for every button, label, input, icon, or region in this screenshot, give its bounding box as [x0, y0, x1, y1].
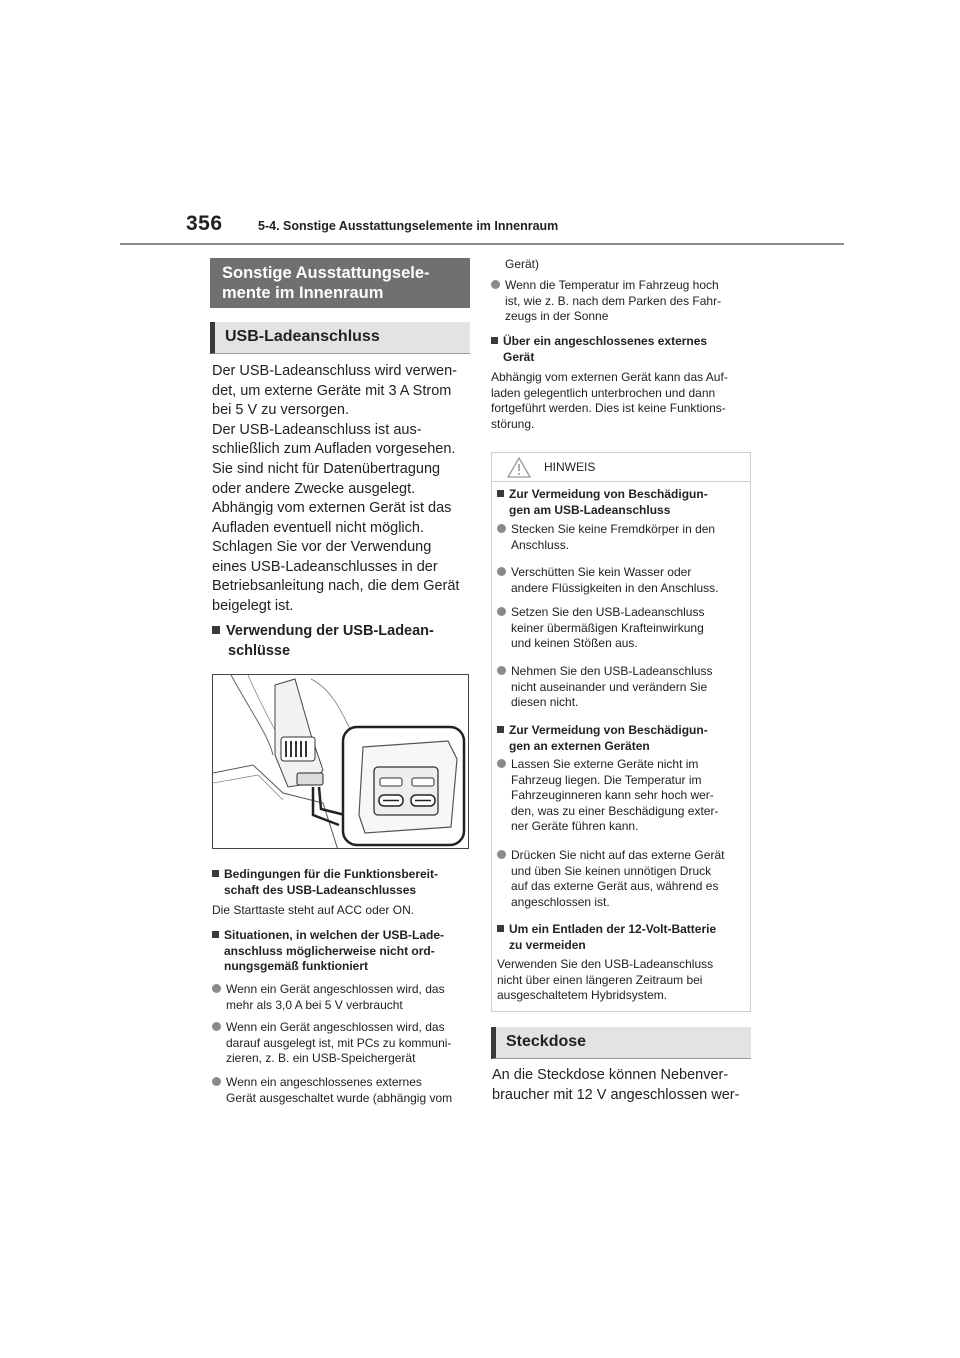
square-bullet-icon	[212, 931, 219, 938]
round-bullet-icon	[497, 850, 506, 859]
round-bullet-icon	[212, 1022, 221, 1031]
round-bullet-icon	[497, 524, 506, 533]
notice-text: Verwenden Sie den USB-Ladeanschluss nicht über einen längeren Zeitraum bei ausgeschaltetem Hybridsystem.	[497, 957, 714, 1002]
square-bullet-icon	[497, 490, 504, 497]
notice-heading: Um ein Entladen der 12-Volt-Batterie zu vermeiden	[497, 922, 747, 953]
list-item: Stecken Sie keine Fremdkörper in den Anschluss.	[497, 522, 747, 553]
page-number: 356	[186, 212, 223, 235]
square-bullet-icon	[212, 626, 220, 634]
list-item: Wenn ein angeschlossenes externes Gerät ausgeschaltet wurde (abhängig vom	[212, 1075, 468, 1106]
usb-port-illustration	[212, 674, 469, 849]
usb-intro: Der USB-Ladeanschluss wird verwen- det, um externe Geräte mit 3 A Strom bei 5 V zu versorgen. Der USB-Ladeanschluss ist aus- schließlich zum Aufladen vorgesehen. Sie sind nicht für Datenübertragung oder andere Zwecke ausgelegt.	[212, 363, 457, 497]
list-item: Wenn ein Gerät angeschlossen wird, das mehr als 3,0 A bei 5 V verbraucht	[212, 982, 468, 1013]
square-bullet-icon	[497, 925, 504, 932]
notice-label: HINWEIS	[544, 460, 596, 474]
round-bullet-icon	[497, 666, 506, 675]
external-device-text: Abhängig vom externen Gerät kann das Auf- laden gelegentlich unterbrochen und dann fortgeführt werden. Dies ist keine Funktions- störung.	[491, 370, 728, 431]
notice-title-bar	[492, 453, 750, 482]
conditions-text: Die Starttaste steht auf ACC oder ON.	[212, 903, 415, 917]
bullet-continuation: Gerät)	[505, 257, 540, 271]
usb-port-drawing	[213, 675, 469, 849]
round-bullet-icon	[497, 759, 506, 768]
square-bullet-icon	[497, 726, 504, 733]
round-bullet-icon	[497, 567, 506, 576]
list-item: Setzen Sie den USB-Ladeanschluss keiner übermäßigen Krafteinwirkung und keinen Stößen aus.	[497, 605, 747, 652]
round-bullet-icon	[491, 280, 500, 289]
round-bullet-icon	[212, 1077, 221, 1086]
notice-box	[491, 452, 751, 1012]
header-rule	[120, 243, 844, 245]
square-bullet-icon	[212, 870, 219, 877]
situations-heading: Situationen, in welchen der USB-Lade- anschluss möglicherweise nicht ord- nungsgemäß funktioniert	[212, 928, 468, 975]
list-item: Drücken Sie nicht auf das externe Gerät und üben Sie keinen unnötigen Druck auf das externe Gerät aus, während es angeschlossen ist.	[497, 848, 747, 910]
list-item: Verschütten Sie kein Wasser oder andere Flüssigkeiten in den Anschluss.	[497, 565, 747, 596]
list-item: Wenn ein Gerät angeschlossen wird, das darauf ausgelegt ist, mit PCs zu kommuni- zieren, z. B. ein USB-Speichergerät	[212, 1020, 468, 1067]
usb-device-note: Abhängig vom externen Gerät ist das Aufladen eventuell nicht möglich. Schlagen Sie vor der Verwendung eines USB-Ladeanschlusses in der Betriebsanleitung nach, die dem Gerät beigelegt ist.	[212, 500, 460, 614]
list-item: Lassen Sie externe Geräte nicht im Fahrzeug liegen. Die Temperatur im Fahrzeuginneren kann sehr hoch wer- den, was zu einer Beschädigung exter- ner Geräte führen kann.	[497, 757, 747, 835]
square-bullet-icon	[491, 337, 498, 344]
section-title: Sonstige Ausstattungsele- mente im Innenraum	[210, 258, 470, 308]
list-item: Nehmen Sie den USB-Ladeanschluss nicht auseinander und verändern Sie diesen nicht.	[497, 664, 747, 711]
conditions-heading: Bedingungen für die Funktionsbereit- schaft des USB-Ladeanschlusses	[212, 867, 468, 898]
usb-heading: USB-Ladeanschluss	[210, 322, 470, 354]
round-bullet-icon	[497, 607, 506, 616]
notice-heading: Zur Vermeidung von Beschädigun- gen an externen Geräten	[497, 723, 747, 754]
list-item: Wenn die Temperatur im Fahrzeug hoch ist, wie z. B. nach dem Parken des Fahr- zeugs in der Sonne	[491, 278, 751, 325]
usage-heading: Verwendung der USB-Ladean- schlüsse	[212, 621, 468, 661]
steckdose-text: An die Steckdose können Nebenver- braucher mit 12 V angeschlossen wer-	[492, 1067, 740, 1103]
notice-heading: Zur Vermeidung von Beschädigun- gen am USB-Ladeanschluss	[497, 487, 747, 518]
warning-triangle-icon	[507, 457, 531, 478]
round-bullet-icon	[212, 984, 221, 993]
external-device-heading: Über ein angeschlossenes externes Gerät	[491, 334, 751, 365]
steckdose-heading: Steckdose	[491, 1027, 751, 1059]
chapter-title: 5-4. Sonstige Ausstattungselemente im Innenraum	[258, 219, 559, 233]
